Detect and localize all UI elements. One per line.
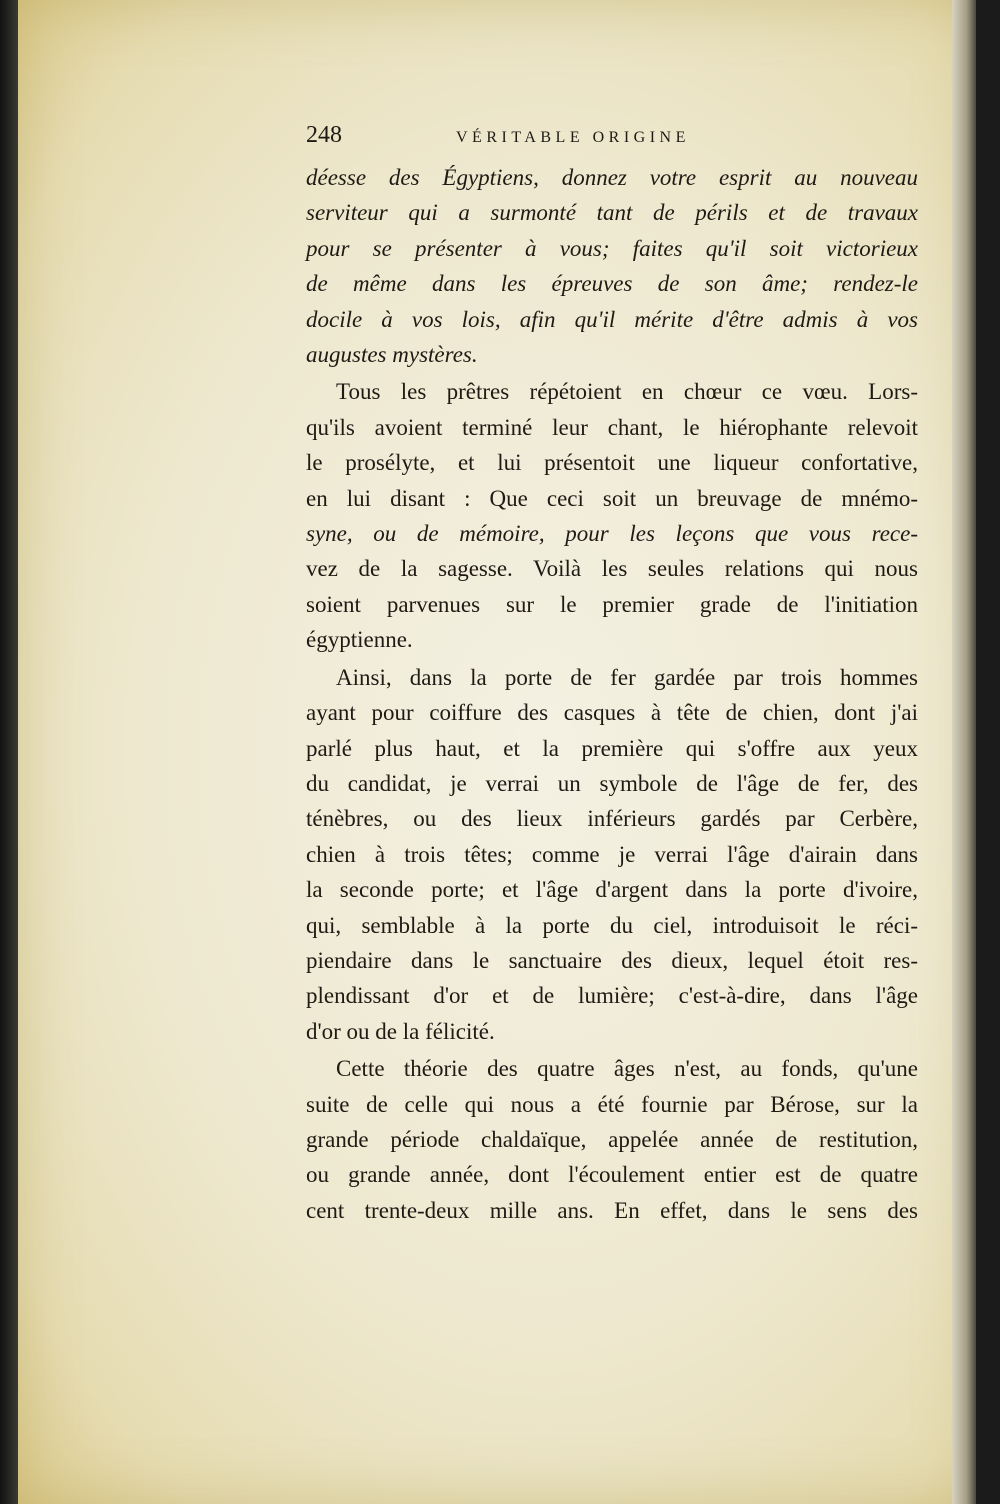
text-line: Ainsi, dans la porte de fer gardée par trois hommes (336, 664, 918, 690)
book-page (18, 0, 976, 1504)
text-line: piendaire dans le sanctuaire des dieux, lequel étoit res- (306, 947, 918, 973)
paragraph-prayer (306, 160, 918, 372)
text-line: grande période chaldaïque, appelée année de restitution, (306, 1126, 918, 1152)
text-line: la seconde porte; et l'âge d'argent dans la porte d'ivoire, (306, 877, 918, 903)
text-line: cent trente-deux mille ans. En effet, dans le sens des (306, 1197, 918, 1223)
text-line: de même dans les épreuves de son âme; rendez-le (306, 271, 918, 297)
text-line: du candidat, je verrai un symbole de l'âge de fer, des (306, 770, 918, 796)
text-line: suite de celle qui nous a été fournie par Bérose, sur la (306, 1091, 918, 1117)
text-line: soient parvenues sur le premier grade de l'initiation (306, 591, 918, 617)
text-line: ténèbres, ou des lieux inférieurs gardés par Cerbère, (306, 806, 918, 832)
scan-border-left (0, 0, 18, 1504)
text-line: Cette théorie des quatre âges n'est, au fonds, qu'une (336, 1056, 918, 1082)
running-head (306, 118, 918, 158)
text-line: plendissant d'or et de lumière; c'est-à-dire, dans l'âge (306, 983, 918, 1009)
page-edge-right (952, 0, 976, 1504)
text-line: pour se présenter à vous; faites qu'il soit victorieux (306, 235, 918, 261)
text-line: vez de la sagesse. Voilà les seules relations qui nous (306, 556, 918, 582)
text-line: en lui disant : Que ceci soit un breuvage de mnémo- (306, 485, 918, 511)
text-line: d'or ou de la félicité. (306, 1018, 495, 1044)
text-line: Tous les prêtres répétoient en chœur ce vœu. Lors- (336, 379, 918, 405)
text-line: qui, semblable à la porte du ciel, introduisoit le réci- (306, 912, 918, 938)
paragraph-ages (306, 1051, 918, 1228)
page-text (306, 118, 918, 1228)
text-line: augustes mystères. (306, 342, 478, 368)
paragraph-gates (306, 660, 918, 1049)
text-line: serviteur qui a surmonté tant de périls et de travaux (306, 200, 918, 226)
paragraph-priests (306, 374, 918, 657)
text-line: parlé plus haut, et la première qui s'offre aux yeux (306, 735, 918, 761)
text-line: déesse des Égyptiens, donnez votre esprit au nouveau (306, 165, 918, 190)
text-line: ou grande année, dont l'écoulement entier est de quatre (306, 1162, 918, 1188)
text-line: égyptienne. (306, 627, 413, 653)
text-line: syne, ou de mémoire, pour les leçons que vous rece- (306, 521, 918, 547)
text-line: le prosélyte, et lui présentoit une liqueur confortative, (306, 450, 918, 476)
text-line: qu'ils avoient terminé leur chant, le hiérophante relevoit (306, 414, 918, 440)
text-line: ayant pour coiffure des casques à tête de chien, dont j'ai (306, 700, 918, 726)
page-number: 248 (306, 122, 342, 148)
text-line: chien à trois têtes; comme je verrai l'âge d'airain dans (306, 841, 918, 867)
text-line: docile à vos lois, afin qu'il mérite d'être admis à vos (306, 306, 918, 332)
running-title: VÉRITABLE ORIGINE (456, 129, 690, 146)
